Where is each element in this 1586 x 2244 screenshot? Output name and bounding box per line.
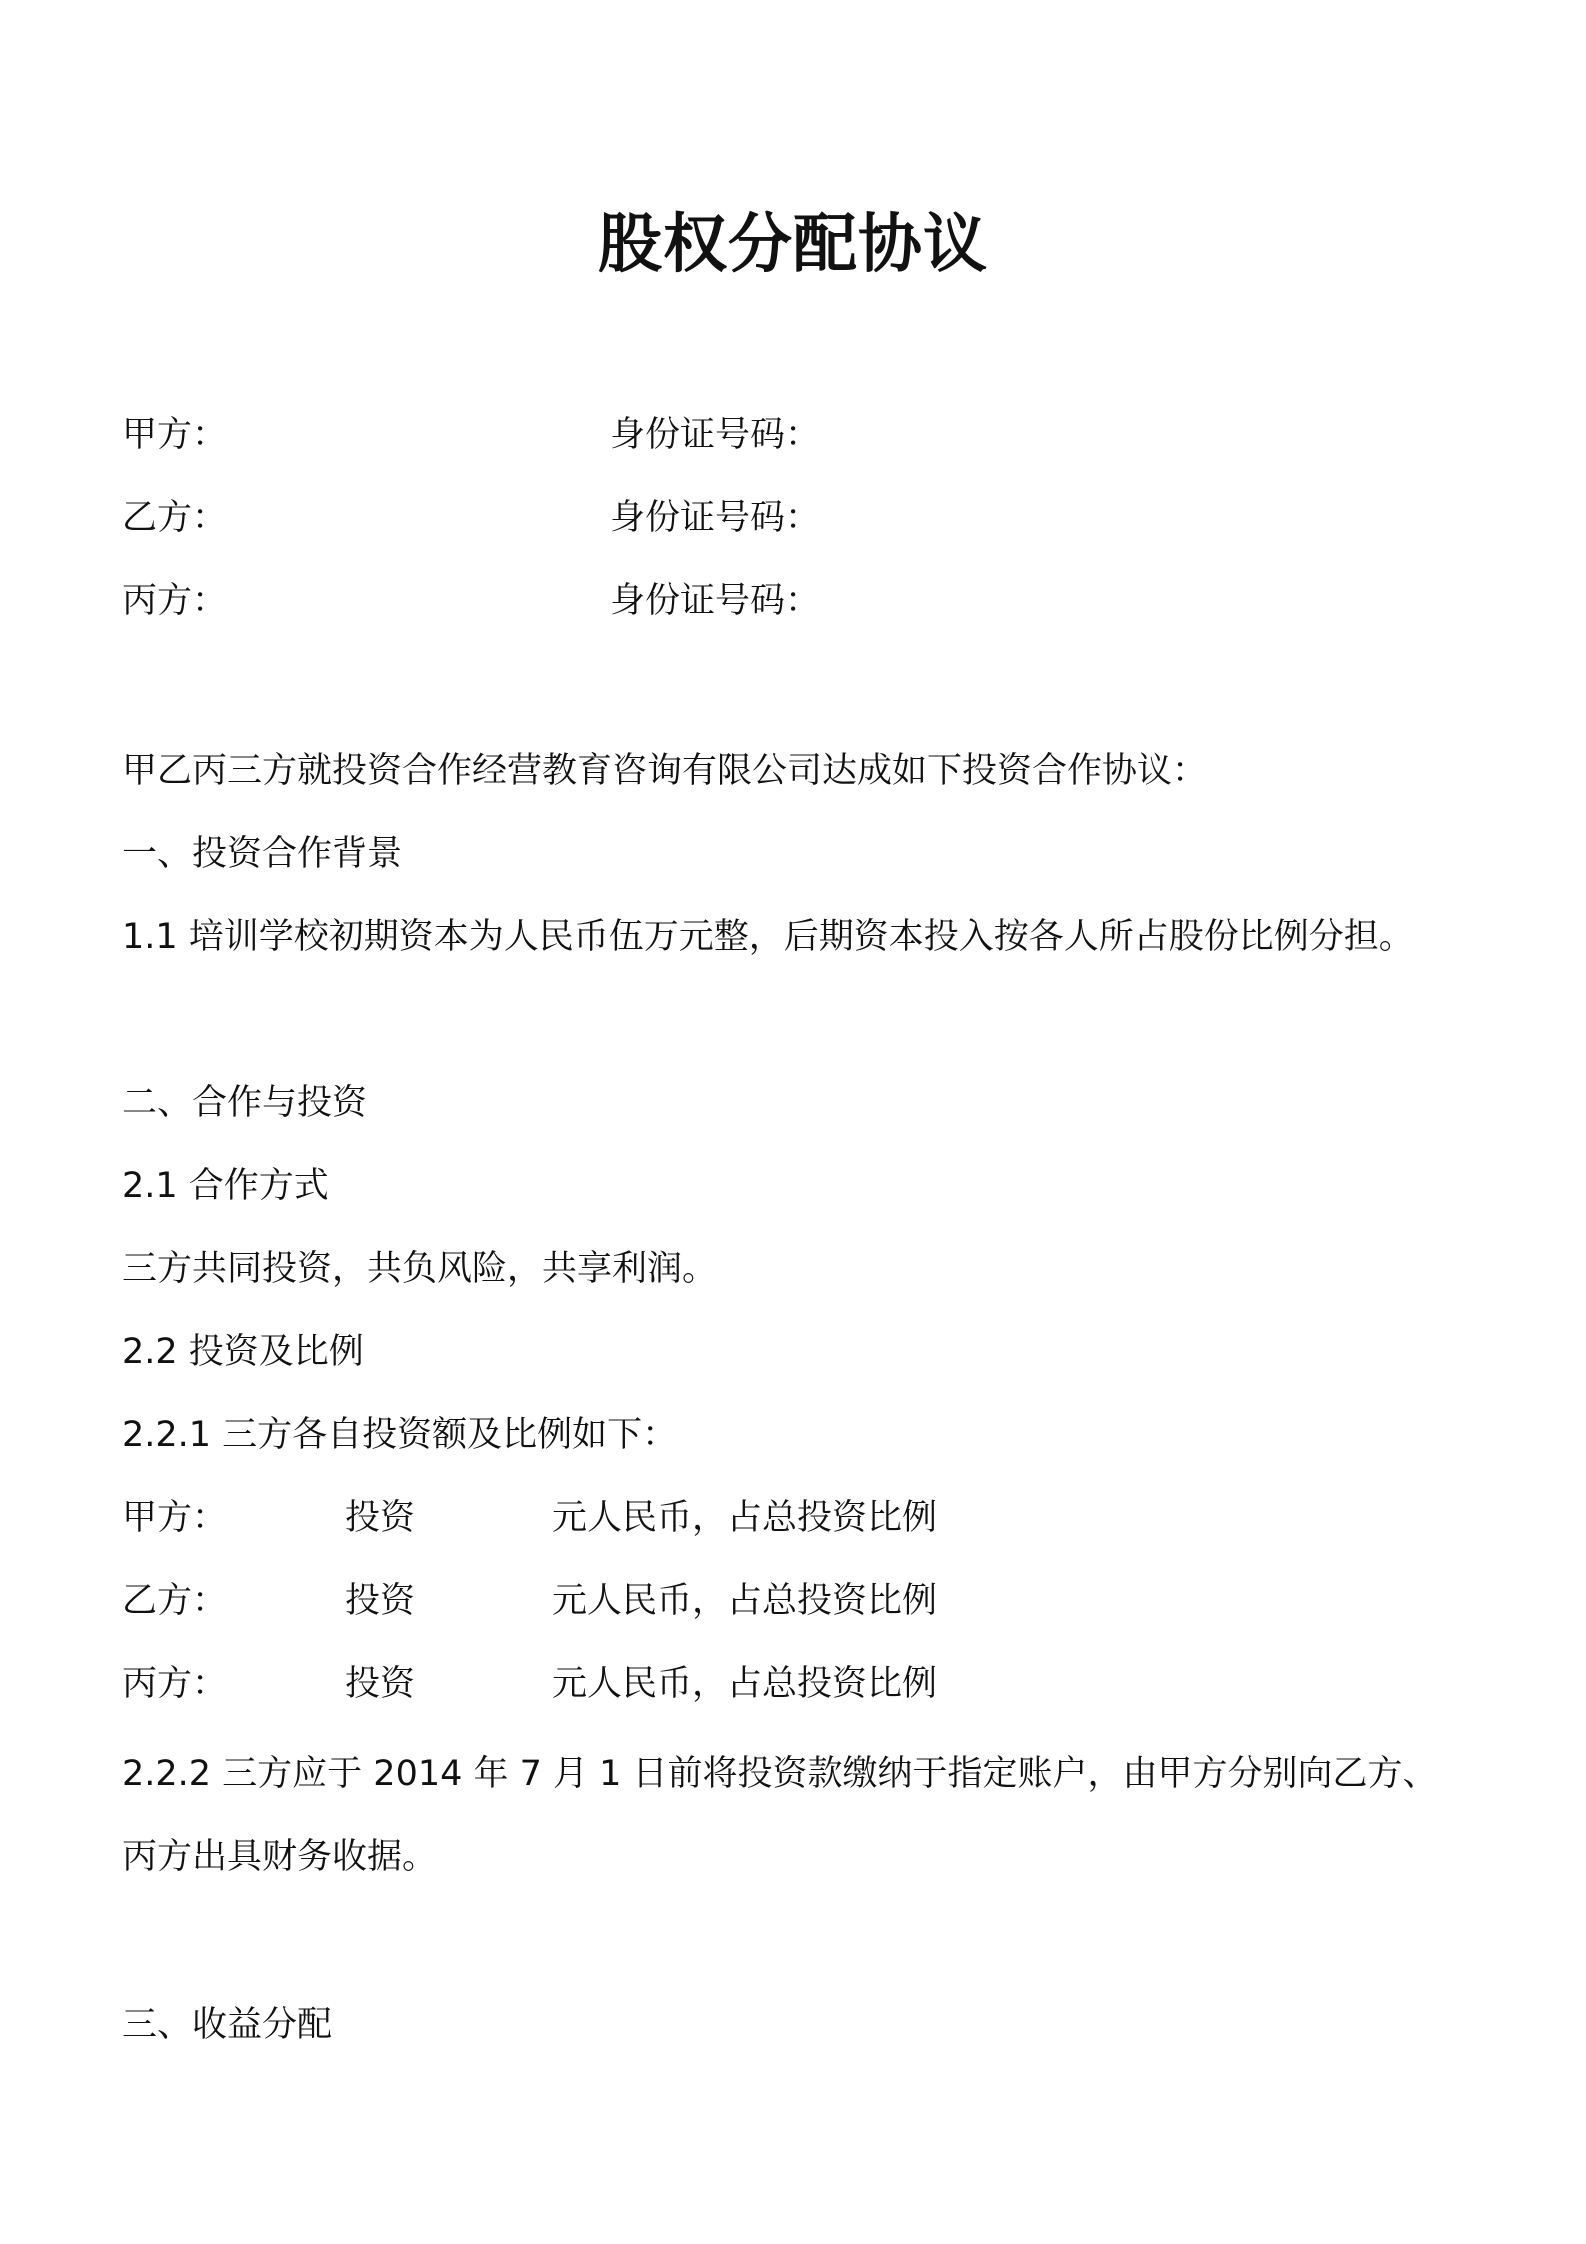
party-a-id-label: 身份证号码： xyxy=(610,415,821,455)
investment-party-b-currency: 元人民币，占总投资比例 xyxy=(552,1581,938,1621)
investment-party-a-currency: 元人民币，占总投资比例 xyxy=(552,1498,938,1538)
investment-party-c-invest: 投资 xyxy=(345,1664,416,1704)
clause-2-1: 2.1 合作方式 xyxy=(122,1166,329,1206)
clause-2-2-2-line2: 丙方出具财务收据。 xyxy=(122,1837,438,1877)
section-2-heading: 二、合作与投资 xyxy=(122,1083,368,1123)
party-c-id-label: 身份证号码： xyxy=(610,581,821,621)
clause-1-1: 1.1 培训学校初期资本为人民币伍万元整，后期资本投入按各人所占股份比例分担。 xyxy=(122,917,1414,957)
investment-party-b: 乙方： xyxy=(122,1581,228,1621)
party-b-id-label: 身份证号码： xyxy=(610,498,821,538)
clause-2-2: 2.2 投资及比例 xyxy=(122,1332,364,1372)
investment-party-a-invest: 投资 xyxy=(345,1498,416,1538)
party-c-label: 丙方： xyxy=(122,581,228,621)
investment-party-c-currency: 元人民币，占总投资比例 xyxy=(552,1664,938,1704)
party-a-label: 甲方： xyxy=(122,415,228,455)
section-3-heading: 三、收益分配 xyxy=(122,2005,333,2045)
document-title: 股权分配协议 xyxy=(598,208,988,282)
clause-2-2-1: 2.2.1 三方各自投资额及比例如下： xyxy=(122,1415,678,1455)
investment-party-b-invest: 投资 xyxy=(345,1581,416,1621)
investment-party-a: 甲方： xyxy=(122,1498,228,1538)
clause-2-2-2-line1: 2.2.2 三方应于 2014 年 7 月 1 日前将投资款缴纳于指定账户，由甲方分别向乙方、 xyxy=(122,1754,1438,1794)
intro-paragraph: 甲乙丙三方就投资合作经营教育咨询有限公司达成如下投资合作协议： xyxy=(122,751,1208,791)
party-b-label: 乙方： xyxy=(122,498,228,538)
clause-2-1-text: 三方共同投资，共负风险，共享利润。 xyxy=(122,1249,718,1289)
investment-party-c: 丙方： xyxy=(122,1664,228,1704)
section-1-heading: 一、投资合作背景 xyxy=(122,834,403,874)
